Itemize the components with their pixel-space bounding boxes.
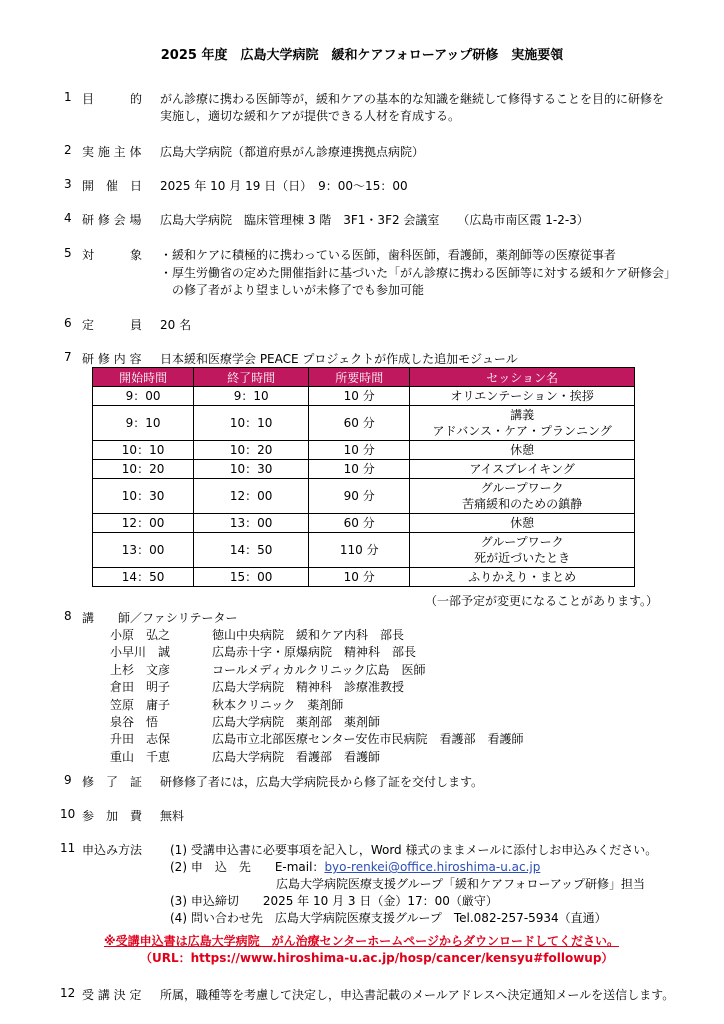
schedule-cell-start-time: 10：10: [93, 441, 194, 460]
schedule-cell-end-time: 10：20: [194, 441, 309, 460]
schedule-cell-duration: 10 分: [309, 441, 410, 460]
section-9-number: 9: [64, 773, 72, 787]
session-title: ふりかえり・まとめ: [468, 570, 577, 584]
schedule-cell-duration: 60 分: [309, 406, 410, 441]
section-9-label: 修 了 証: [82, 775, 143, 789]
application-step-2: [170, 858, 540, 875]
session-title: 休憩: [510, 516, 535, 530]
section-6-number: 6: [64, 316, 72, 330]
facilitator-name: 升田 志保: [110, 732, 171, 747]
schedule-cell-end-time: 10：10: [194, 406, 309, 441]
schedule-cell-start-time: 9：00: [93, 387, 194, 406]
download-url[interactable]: （URL：https://www.hiroshima-u.ac.jp/hosp/cancer/kensyu#followup）: [140, 951, 614, 965]
section-1-label: 目 的: [82, 92, 143, 106]
section-2-number: 2: [64, 143, 72, 157]
section-6-text: 20 名: [160, 318, 192, 332]
schedule-cell-end-time: 13：00: [194, 514, 309, 533]
facilitator-name: 泉谷 悟: [110, 715, 159, 729]
section-1-text-line1: がん診療に携わる医師等が，緩和ケアの基本的な知識を継続して修得することを目的に研修を: [160, 92, 665, 106]
document-title: 2025 年度 広島大学病院 緩和ケアフォローアップ研修 実施要領: [160, 48, 564, 63]
application-step-2-label: (2) 申 込 先 E-mail：: [170, 860, 325, 874]
section-6-label: 定 員: [82, 318, 143, 332]
facilitator-name: 小早川 誠: [110, 645, 171, 660]
facilitator-name: 小原 弘之: [110, 628, 171, 642]
application-contact-group: 広島大学病院医療支援グループ「緩和ケアフォローアップ研修」担当: [276, 877, 646, 891]
application-step-1: (1) 受講申込書に必要事項を記入し，Word 様式のままメールに添付しお申込みください。: [170, 843, 658, 857]
section-7-label: 研 修 内 容: [82, 352, 142, 366]
facilitator-affiliation: 広島大学病院 看護部 看護師: [212, 749, 381, 764]
section-5-text-line2: ・厚生労働省の定めた開催指針に基づいた「がん診療に携わる医師等に対する緩和ケア研修会」: [160, 266, 677, 280]
section-1-number: 1: [64, 90, 72, 104]
schedule-cell-session: [410, 533, 635, 568]
header-duration: 所要時間: [309, 368, 410, 387]
schedule-cell-end-time: 9：10: [194, 387, 309, 406]
schedule-cell-duration: 90 分: [309, 479, 410, 514]
section-5-text-line3: の修了者がより望ましいが未修了でも参加可能: [172, 283, 425, 297]
schedule-cell-end-time: 15：00: [194, 568, 309, 587]
schedule-cell-duration: 60 分: [309, 514, 410, 533]
section-5-label: 対 象: [82, 248, 143, 262]
section-7-text: 日本緩和医療学会 PEACE プロジェクトが作成した追加モジュール: [160, 352, 518, 366]
section-10-label: 参 加 費: [82, 809, 143, 823]
section-8-number: 8: [64, 609, 72, 623]
section-12-number: 12: [60, 986, 76, 1000]
header-end-time: 終了時間: [194, 368, 309, 387]
section-5-text-line1: ・緩和ケアに積極的に携わっている医師，歯科医師，看護師，薬剤師等の医療従事者: [160, 248, 616, 262]
schedule-cell-start-time: 12：00: [93, 514, 194, 533]
session-title: オリエンテーション・挨拶: [450, 389, 594, 403]
application-inquiry: (4) 問い合わせ先 広島大学病院医療支援グループ Tel.082-257-5934（直通）: [170, 911, 607, 925]
facilitator-name: 倉田 明子: [110, 680, 171, 695]
section-4-label: 研 修 会 場: [82, 213, 142, 227]
header-session-name: セッション名: [410, 368, 635, 387]
schedule-note: （一部予定が変更になることがあります。）: [424, 594, 658, 608]
schedule-cell-start-time: 9：10: [93, 406, 194, 441]
schedule-cell-session: [410, 460, 635, 479]
section-8-label: 講 師／ファシリテーター: [82, 611, 238, 625]
schedule-cell-duration: 10 分: [309, 460, 410, 479]
section-10-number: 10: [60, 807, 76, 821]
facilitator-affiliation: 広島大学病院 精神科 診療准教授: [212, 680, 405, 695]
schedule-row: [93, 479, 635, 514]
schedule-row: [93, 568, 635, 587]
application-deadline: (3) 申込締切 2025 年 10 月 3 日（金）17：00（厳守）: [170, 894, 498, 908]
download-notice: ※受講申込書は広島大学病院 がん治療センターホームページからダウンロードしてください。: [104, 934, 619, 948]
session-subtitle: 死が近づいたとき: [474, 551, 571, 565]
schedule-cell-duration: 110 分: [309, 533, 410, 568]
section-1-text-line2: 実施し，適切な緩和ケアが提供できる人材を育成する。: [160, 109, 461, 123]
session-title: アイスブレイキング: [469, 462, 575, 476]
section-4-number: 4: [64, 211, 72, 225]
schedule-cell-session: [410, 568, 635, 587]
schedule-row: [93, 460, 635, 479]
session-title: グループワーク: [480, 535, 564, 549]
schedule-row: [93, 387, 635, 406]
facilitator-name: 笠原 庸子: [110, 697, 171, 712]
section-12-label: 受 講 決 定: [82, 988, 142, 1002]
schedule-cell-duration: 10 分: [309, 387, 410, 406]
schedule-cell-session: [410, 441, 635, 460]
facilitator-affiliation: コールメディカルクリニック広島 医師: [212, 662, 426, 677]
facilitator-affiliation: 広島市立北部医療センター安佐市民病院 看護部 看護師: [212, 732, 524, 747]
facilitator-affiliation: 広島大学病院 薬剤部 薬剤師: [212, 715, 381, 729]
schedule-cell-end-time: 14：50: [194, 533, 309, 568]
email-link[interactable]: byo-renkei@office.hiroshima-u.ac.jp: [324, 860, 541, 874]
section-2-label: 実 施 主 体: [82, 145, 142, 159]
schedule-cell-session: [410, 387, 635, 406]
section-5-number: 5: [64, 246, 72, 260]
schedule-cell-session: [410, 406, 635, 441]
schedule-cell-start-time: 10：20: [93, 460, 194, 479]
facilitator-name: 重山 千恵: [110, 749, 171, 764]
schedule-cell-session: [410, 479, 635, 514]
session-subtitle: アドバンス・ケア・プランニング: [432, 424, 612, 438]
section-2-text: 広島大学病院（都道府県がん診療連携拠点病院）: [160, 145, 425, 159]
schedule-cell-end-time: 10：30: [194, 460, 309, 479]
facilitator-affiliation: 徳山中央病院 緩和ケア内科 部長: [212, 628, 405, 642]
schedule-header-row: [93, 368, 635, 387]
section-3-number: 3: [64, 177, 72, 191]
section-3-label: 開 催 日: [82, 179, 143, 193]
schedule-row: [93, 514, 635, 533]
facilitator-affiliation: 秋本クリニック 薬剤師: [212, 697, 344, 712]
schedule-row: [93, 533, 635, 568]
session-title: 休憩: [510, 443, 535, 457]
header-start-time: 開始時間: [93, 368, 194, 387]
schedule-cell-start-time: 10：30: [93, 479, 194, 514]
schedule-cell-duration: 10 分: [309, 568, 410, 587]
schedule-row: [93, 406, 635, 441]
section-7-number: 7: [64, 350, 72, 364]
session-title: グループワーク: [480, 481, 564, 495]
schedule-cell-start-time: 13：00: [93, 533, 194, 568]
facilitator-affiliation: 広島赤十字・原爆病院 精神科 部長: [212, 645, 417, 660]
section-11-number: 11: [60, 841, 76, 855]
facilitator-name: 上杉 文彦: [110, 662, 171, 677]
section-11-label: 申込み方法: [82, 843, 143, 857]
schedule-table: [92, 367, 635, 587]
section-3-text: 2025 年 10 月 19 日（日） 9：00～15：00: [160, 179, 408, 193]
section-9-text: 研修修了者には，広島大学病院長から修了証を交付します。: [160, 775, 484, 789]
session-title: 講義: [510, 408, 535, 422]
section-10-text: 無料: [160, 809, 185, 823]
schedule-row: [93, 441, 635, 460]
schedule-cell-start-time: 14：50: [93, 568, 194, 587]
session-subtitle: 苦痛緩和のための鎮静: [462, 497, 583, 511]
schedule-cell-session: [410, 514, 635, 533]
section-12-text: 所属，職種等を考慮して決定し，申込書記載のメールアドレスへ決定通知メールを送信します。: [160, 988, 675, 1002]
schedule-cell-end-time: 12：00: [194, 479, 309, 514]
section-4-text: 広島大学病院 臨床管理棟 3 階 3F1・3F2 会議室 （広島市南区霞 1-2-3）: [160, 213, 589, 227]
